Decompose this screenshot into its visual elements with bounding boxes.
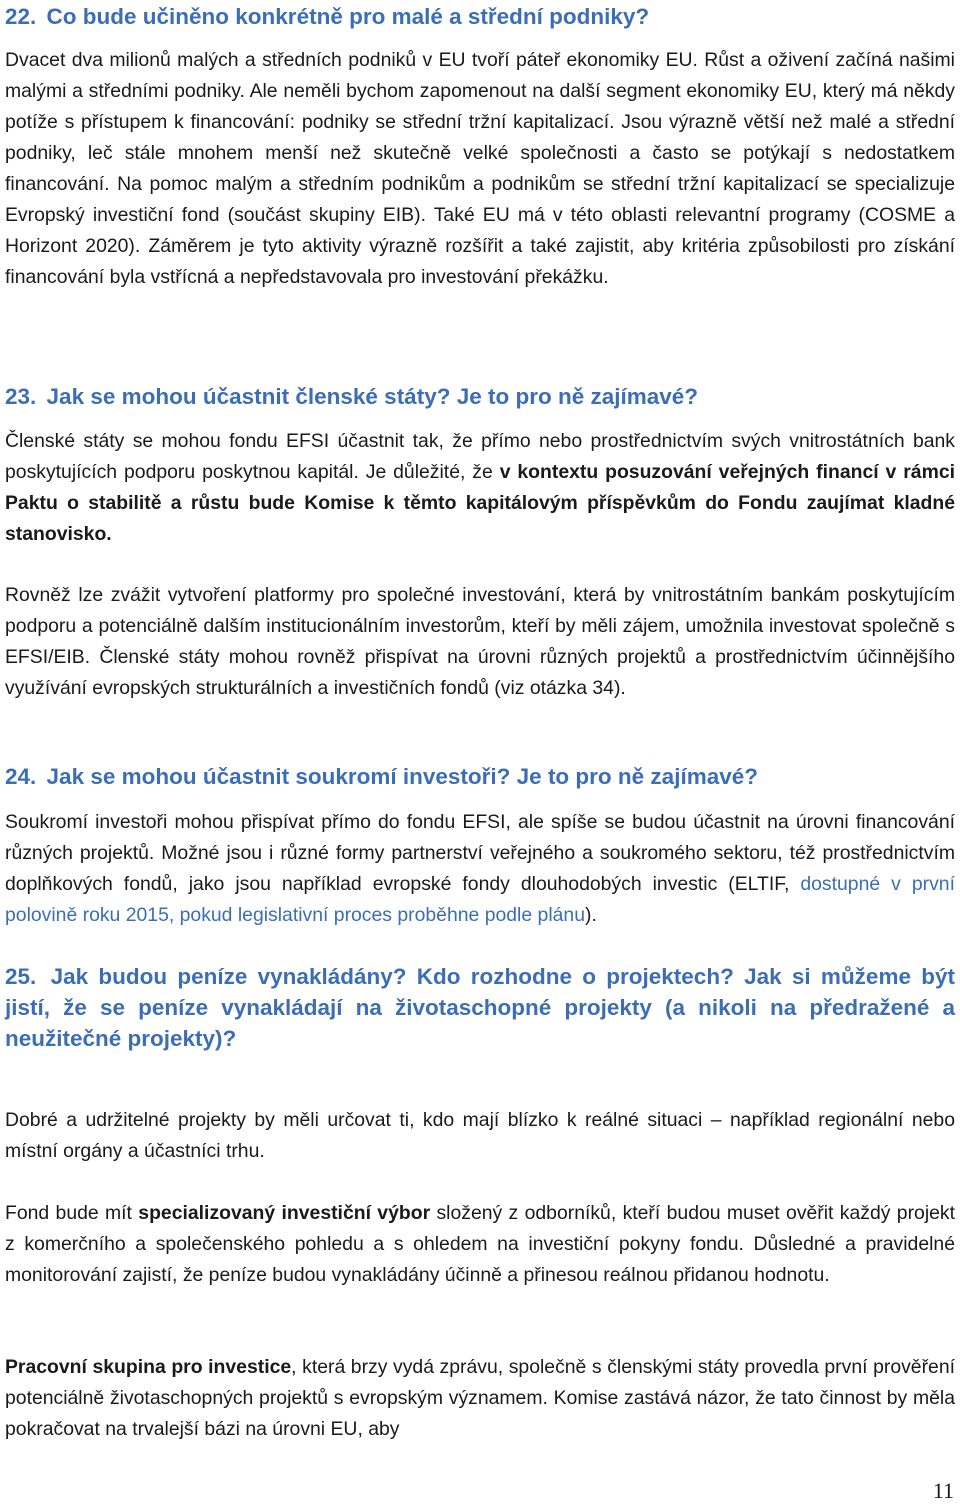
heading-q23 <box>5 381 955 412</box>
heading-q24 <box>5 761 955 792</box>
highlighted-text: dostupné v první polovině roku 2015, pokud legislativní proces proběhne podle plánu <box>5 873 955 926</box>
heading-number: 22. <box>5 4 37 29</box>
paragraph-text: ). <box>584 904 597 926</box>
page-number: 11 <box>932 1478 954 1503</box>
paragraph-q23-2 <box>5 580 955 704</box>
heading-text: Jak se mohou účastnit členské státy? Je to pro ně zajímavé? <box>46 384 699 409</box>
paragraph-text: složený z odborníků, kteří budou muset ověřit každý projekt z komerčního a společenského pohledu a s ohledem na investiční pokyny fondu. Důsledné a pravidelné monitorování zajistí, že peníze budou vynakládány účinně a přinesou reálnou přidanou hodnotu. <box>5 1202 955 1286</box>
bold-text: specializovaný investiční výbor <box>138 1202 431 1224</box>
paragraph-q22 <box>5 45 955 293</box>
paragraph-text: Členské státy se mohou fondu EFSI účastnit tak, že přímo nebo prostřednictvím svých vnitrostátních bank poskytujících podporu poskytnou kapitál. Je důležité, že <box>5 430 955 483</box>
paragraph-text: , která brzy vydá zprávu, společně s členskými státy provedla první prověření potenciálně životaschopných projektů s evropským významem. Komise zastává názor, že tato činnost by měla pokračovat na trvalejší bázi na úrovni EU, aby <box>5 1356 955 1440</box>
heading-q22 <box>5 1 955 32</box>
heading-q25 <box>5 961 955 1054</box>
heading-number: 24. <box>5 764 37 789</box>
heading-number: 25. <box>5 964 37 989</box>
paragraph-q23-1 <box>5 426 955 550</box>
paragraph-text: Dobré a udržitelné projekty by měli určovat ti, kdo mají blízko k reálné situaci – například regionální nebo místní orgány a účastníci trhu. <box>5 1109 955 1162</box>
paragraph-text: Rovněž lze zvážit vytvoření platformy pro společné investování, která by vnitrostátním bankám poskytujícím podporu a potenciálně dalším institucionálním investorům, kteří by měli zájem, umožnila investovat společně s EFSI/EIB. Členské státy mohou rovněž přispívat na úrovni různých projektů a prostřednictvím účinnějšího využívání evropských strukturálních a investičních fondů (viz otázka 34). <box>5 584 955 699</box>
heading-text: Co bude učiněno konkrétně pro malé a střední podniky? <box>46 4 650 29</box>
heading-number: 23. <box>5 384 37 409</box>
paragraph-text: Soukromí investoři mohou přispívat přímo do fondu EFSI, ale spíše se budou účastnit na úrovni financování různých projektů. Možné jsou i různé formy partnerství veřejného a soukromého sektoru, též prostřednictvím doplňkových fondů, jako jsou například evropské fondy dlouhodobých investic (ELTIF, <box>5 811 955 895</box>
paragraph-q25-2 <box>5 1198 955 1291</box>
heading-text: Jak se mohou účastnit soukromí investoři? Je to pro ně zajímavé? <box>46 764 758 789</box>
bold-text: Pracovní skupina pro investice <box>5 1356 292 1378</box>
paragraph-text: Fond bude mít <box>5 1202 139 1224</box>
paragraph-text: Dvacet dva milionů malých a středních podniků v EU tvoří páteř ekonomiky EU. Růst a oživení začíná našimi malými a středními podniky. Ale neměli bychom zapomenout na další segment ekonomiky EU, který má někdy potíže s přístupem k financování: podniky se střední tržní kapitalizací. Jsou výrazně větší než malé a střední podniky, leč stále mnohem menší než skutečně velké společnosti a často se potýkají s nedostatkem financování. Na pomoc malým a středním podnikům a podnikům se střední tržní kapitalizací se specializuje Evropský investiční fond (součást skupiny EIB). Také EU má v této oblasti relevantní programy (COSME a Horizont 2020). Záměrem je tyto aktivity výrazně rozšířit a také zajistit, aby kritéria způsobilosti pro získání financování byla vstřícná a nepředstavovala pro investování překážku. <box>5 49 955 288</box>
paragraph-q25-3 <box>5 1352 955 1445</box>
paragraph-q25-1 <box>5 1105 955 1167</box>
paragraph-q24 <box>5 807 955 931</box>
bold-text: v kontextu posuzování veřejných financí v rámci Paktu o stabilitě a růstu bude Komise k těmto kapitálovým příspěvkům do Fondu zaujímat kladné stanovisko. <box>5 461 955 545</box>
heading-text: Jak budou peníze vynakládány? Kdo rozhodne o projektech? Jak si můžeme být jistí, že se peníze vynakládají na životaschopné projekty (a nikoli na předražené a neužitečné projekty)? <box>5 964 955 1051</box>
